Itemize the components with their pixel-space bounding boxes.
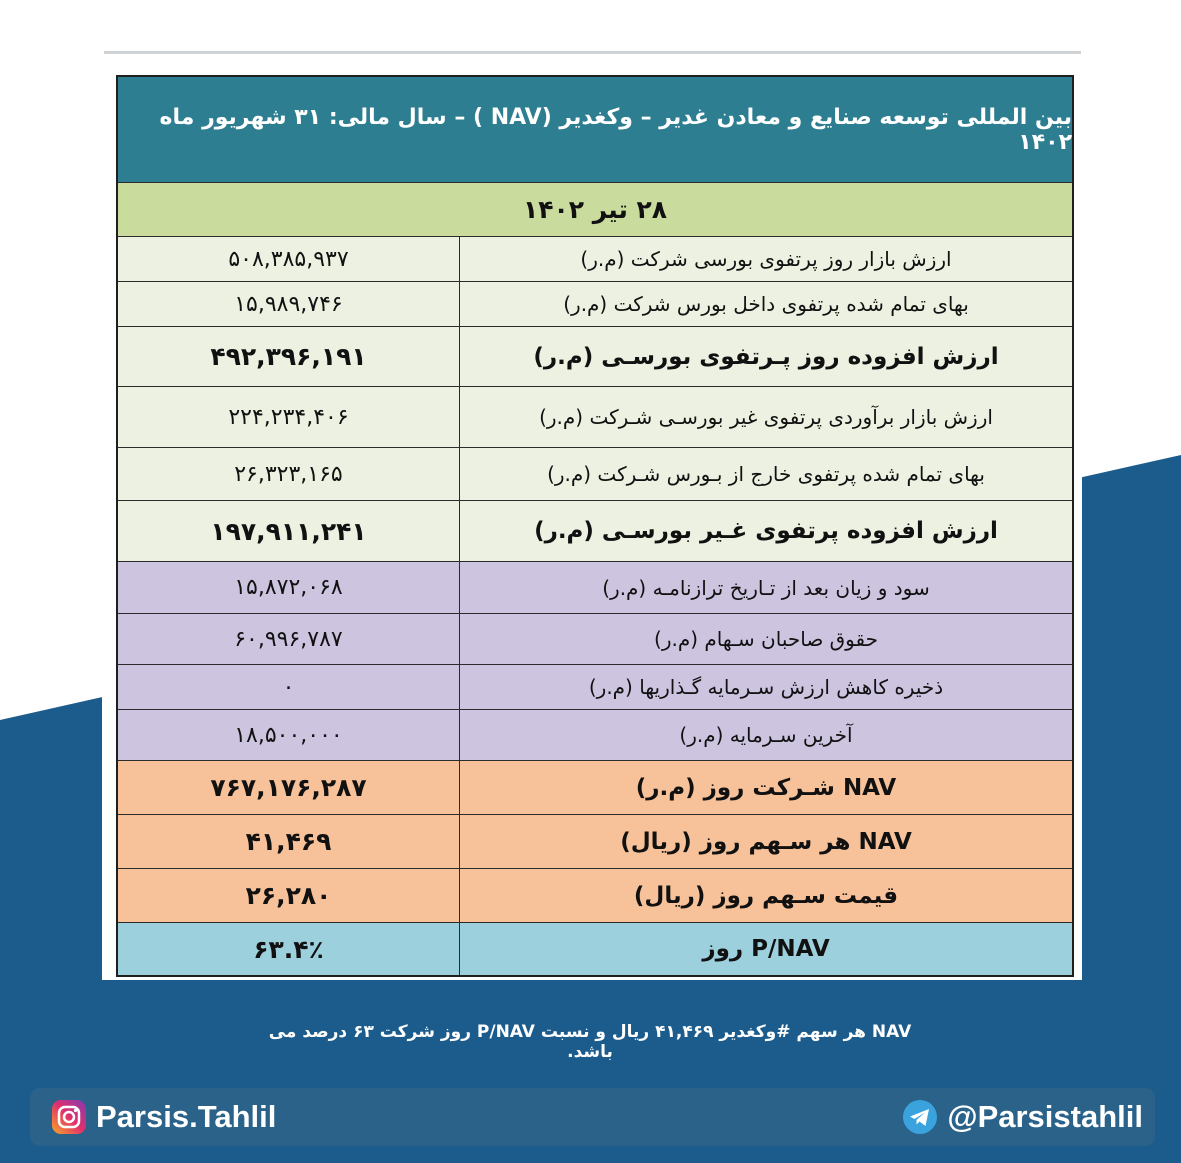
table-row <box>118 448 1072 501</box>
nav-table <box>116 75 1074 977</box>
table-title-row <box>118 77 1072 183</box>
report-date: ۲۸ تیر ۱۴۰۲ <box>522 195 668 224</box>
instagram-handle[interactable] <box>42 1088 276 1146</box>
row-label: P/NAV روز <box>459 923 1072 975</box>
instagram-icon <box>50 1098 88 1136</box>
row-value: ۱۸,۵۰۰,۰۰۰ <box>234 722 343 748</box>
row-value: ۲۲۴,۲۳۴,۴۰۶ <box>228 404 349 430</box>
table-row <box>118 237 1072 282</box>
table-row <box>118 815 1072 869</box>
row-value: ۶۳.۴٪ <box>253 934 324 964</box>
row-value: ۷۶۷,۱۷۶,۲۸۷ <box>210 773 367 802</box>
divider-line <box>104 51 1081 54</box>
table-title: بین المللی توسعه صنایع و معادن غدیر – وکغدیر (NAV ) – سال مالی: ۳۱ شهریور ماه ۱۴۰۲ <box>159 104 1072 155</box>
table-row <box>118 282 1072 327</box>
table-row <box>118 869 1072 923</box>
row-label: NAV شـرکت روز (م.ر) <box>459 761 1072 814</box>
row-label: قیمت سـهم روز (ریال) <box>459 869 1072 922</box>
telegram-icon <box>901 1098 939 1136</box>
row-value: ۴۹۲,۳۹۶,۱۹۱ <box>210 342 367 371</box>
row-value: ۱۵,۸۷۲,۰۶۸ <box>234 575 343 600</box>
table-row <box>118 562 1072 614</box>
row-value: ۰ <box>282 674 295 700</box>
table-row <box>118 614 1072 665</box>
row-value: ۱۹۷,۹۱۱,۲۴۱ <box>210 516 367 546</box>
row-label: آخرین سـرمایه (م.ر) <box>459 710 1072 760</box>
row-label: NAV هر سـهم روز (ریال) <box>459 815 1072 868</box>
table-row <box>118 665 1072 710</box>
row-label: ارزش افزوده روز پـرتفوی بورسـی (م.ر) <box>459 327 1072 386</box>
table-row <box>118 923 1072 975</box>
table-row <box>118 710 1072 761</box>
row-value: ۲۶,۲۸۰ <box>245 881 332 910</box>
table-row <box>118 387 1072 448</box>
row-label: بهای تمام شده پرتفوی داخل بورس شرکت (م.ر) <box>459 282 1072 326</box>
telegram-handle[interactable] <box>893 1088 1143 1146</box>
row-label: سود و زیان بعد از تـاریخ ترازنامـه (م.ر) <box>459 562 1072 613</box>
row-label: ارزش بازار برآوردی پرتفوی غیر بورسـی شـرکت (م.ر) <box>459 387 1072 447</box>
row-label: ارزش افزوده پرتفوی غـیر بورسـی (م.ر) <box>459 501 1072 561</box>
table-row <box>118 327 1072 387</box>
row-value: ۶۰,۹۹۶,۷۸۷ <box>234 626 343 652</box>
instagram-handle-text: Parsis.Tahlil <box>96 1099 277 1134</box>
row-label: بهای تمام شده پرتفوی خارج از بـورس شـرکت (م.ر) <box>459 448 1072 500</box>
table-row <box>118 501 1072 562</box>
social-bar <box>30 1088 1155 1146</box>
table-row <box>118 761 1072 815</box>
row-label: ذخیره کاهش ارزش سـرمایه گـذاریها (م.ر) <box>459 665 1072 709</box>
row-value: ۲۶,۳۲۳,۱۶۵ <box>234 461 343 487</box>
telegram-handle-text: @Parsistahlil <box>947 1099 1143 1134</box>
row-label: ارزش بازار روز پرتفوی بورسی شرکت (م.ر) <box>459 237 1072 281</box>
row-value: ۴۱,۴۶۹ <box>245 827 332 856</box>
row-label: حقوق صاحبان سـهام (م.ر) <box>459 614 1072 664</box>
date-row <box>118 183 1072 237</box>
row-value: ۵۰۸,۳۸۵,۹۳۷ <box>228 246 349 272</box>
row-value: ۱۵,۹۸۹,۷۴۶ <box>234 291 343 317</box>
footer-note: NAV هر سهم #وکغدیر ۴۱,۴۶۹ ریال و نسبت P/NAV روز شرکت ۶۳ درصد می باشد. <box>268 1022 912 1062</box>
